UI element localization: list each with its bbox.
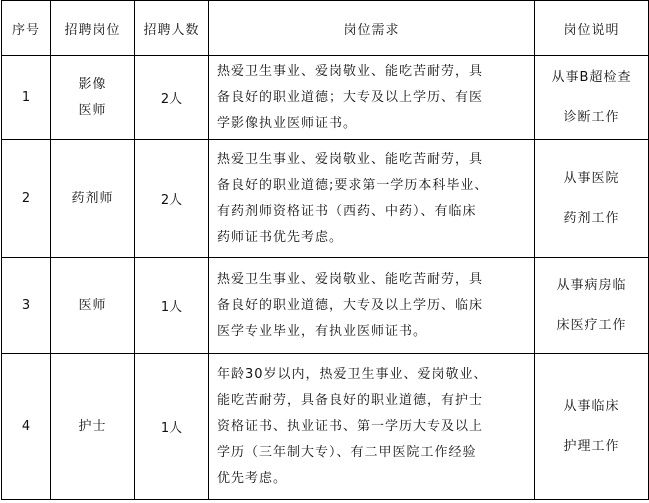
description-line: 从事医院 xyxy=(563,170,620,186)
header-row xyxy=(2,1,649,56)
requirement-line: 学影像执业医师证书。 xyxy=(217,115,358,131)
requirement-line: 学历（三年制大专）、有二甲医院工作经验 xyxy=(217,444,477,460)
requirement-cell xyxy=(209,56,535,140)
header-count: 招聘人数 xyxy=(135,1,209,56)
description-line: 诊断工作 xyxy=(563,109,620,125)
description-cell xyxy=(535,140,649,258)
requirement-line: 备良好的职业道德;要求第一学历本科毕业、 xyxy=(217,177,489,193)
position-line: 医师 xyxy=(78,297,107,313)
description-cell xyxy=(535,258,649,354)
description-cell xyxy=(535,56,649,140)
position-line: 医师 xyxy=(78,102,107,118)
position-line: 影像 xyxy=(78,76,107,92)
requirement-cell xyxy=(209,140,535,258)
count-cell: 2人 xyxy=(135,140,209,258)
description-line: 从事临床 xyxy=(563,398,620,414)
position-cell xyxy=(51,56,135,140)
requirement-line: 药师证书优先考虑。 xyxy=(217,229,344,245)
header-no: 序号 xyxy=(2,1,51,56)
description-line: 从事病房临 xyxy=(556,277,627,293)
table-row xyxy=(2,258,649,354)
requirement-line: 备良好的职业道德，大专及以上学历、临床 xyxy=(217,297,484,313)
requirement-line: 备良好的职业道德；大专及以上学历、有医 xyxy=(217,89,484,105)
position-cell xyxy=(51,140,135,258)
requirement-line: 有药剂师资格证书（西药、中药）、有临床 xyxy=(217,203,477,219)
requirement-line: 热爱卫生事业、爱岗敬业、能吃苦耐劳，具 xyxy=(217,151,484,167)
description-cell xyxy=(535,354,649,500)
position-cell xyxy=(51,354,135,500)
description-line: 护理工作 xyxy=(563,438,620,454)
table-row xyxy=(2,354,649,500)
count-cell: 2人 xyxy=(135,56,209,140)
count-cell: 1人 xyxy=(135,258,209,354)
requirement-line: 年龄30岁以内，热爱卫生事业、爱岗敬业、 xyxy=(217,366,488,382)
requirement-line: 优先考虑。 xyxy=(217,470,288,486)
count-cell: 1人 xyxy=(135,354,209,500)
requirement-line: 能吃苦耐劳，具备良好的职业道德，有护士 xyxy=(217,392,484,408)
header-requirement: 岗位需求 xyxy=(209,1,535,56)
requirement-line: 资格证书、执业证书、第一学历大专及以上 xyxy=(217,418,484,434)
requirement-line: 热爱卫生事业、爱岗敬业、能吃苦耐劳，具 xyxy=(217,63,484,79)
description-line: 从事B超检查 xyxy=(551,69,632,85)
description-line: 床医疗工作 xyxy=(556,317,627,333)
row-number: 1 xyxy=(2,56,51,140)
table-row xyxy=(2,56,649,140)
requirement-cell xyxy=(209,354,535,500)
table-row xyxy=(2,140,649,258)
requirement-line: 热爱卫生事业、爱岗敬业、能吃苦耐劳，具 xyxy=(217,271,484,287)
requirement-line: 医学专业毕业，有执业医师证书。 xyxy=(217,323,428,339)
position-line: 护士 xyxy=(78,418,107,434)
row-number: 2 xyxy=(2,140,51,258)
row-number: 4 xyxy=(2,354,51,500)
requirement-cell xyxy=(209,258,535,354)
row-number: 3 xyxy=(2,258,51,354)
recruitment-table xyxy=(1,0,649,500)
description-line: 药剂工作 xyxy=(563,210,620,226)
position-line: 药剂师 xyxy=(71,190,114,206)
header-position: 招聘岗位 xyxy=(51,1,135,56)
position-cell xyxy=(51,258,135,354)
header-description: 岗位说明 xyxy=(535,1,649,56)
